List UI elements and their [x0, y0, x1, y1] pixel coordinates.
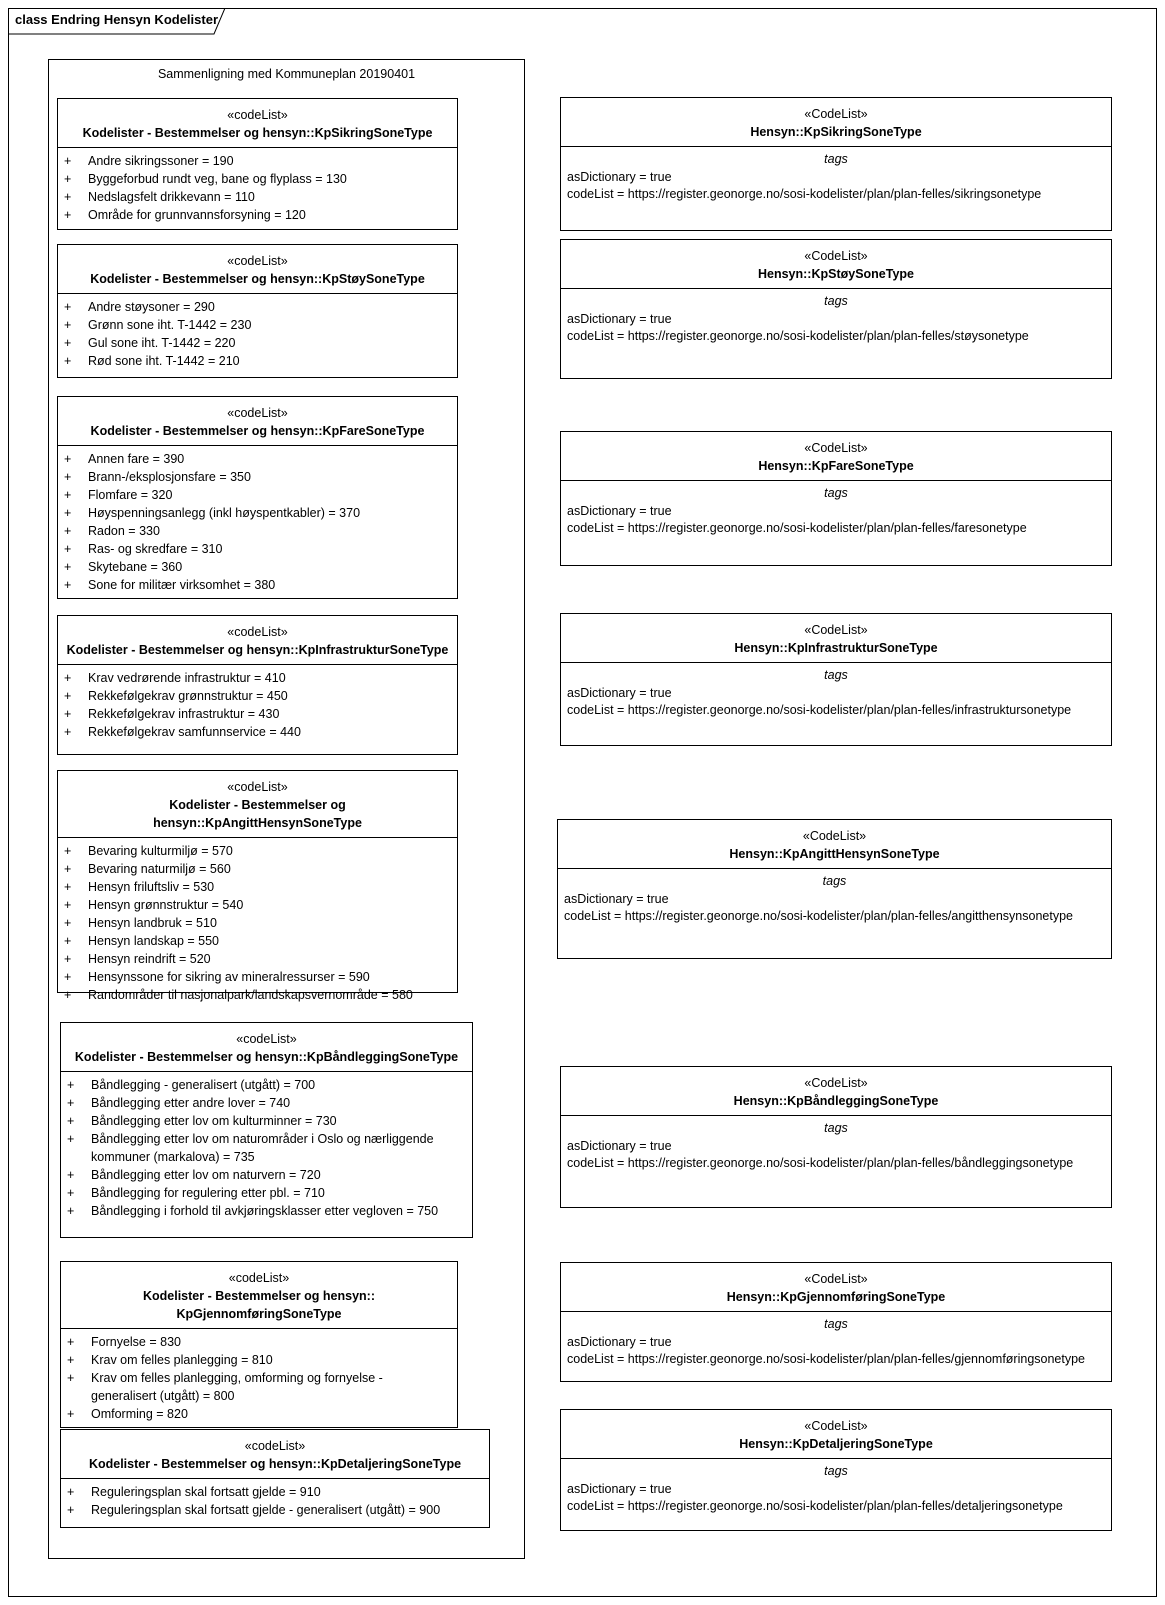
public-visibility-icon: + [64, 172, 72, 186]
attribute-row [67, 1112, 466, 1130]
attribute-text: Reguleringsplan skal fortsatt gjelde = 910 [91, 1485, 321, 1499]
class-header [61, 1262, 457, 1329]
class-header [561, 240, 1111, 289]
tag-value: asDictionary = true [567, 1138, 672, 1153]
public-visibility-icon: + [67, 1371, 75, 1385]
class-name: Hensyn::KpSikringSoneType [750, 125, 922, 139]
attribute-text: Bevaring naturmiljø = 560 [88, 862, 231, 876]
class-name: Hensyn::KpInfrastrukturSoneType [734, 641, 938, 655]
attribute-row [64, 316, 451, 334]
attribute-text: Sone for militær virksomhet = 380 [88, 578, 276, 592]
stereotype-label: «CodeList» [804, 249, 868, 263]
stereotype-label: «CodeList» [804, 107, 868, 121]
attribute-row [64, 206, 451, 224]
attribute-row [64, 896, 451, 914]
class-header [561, 1410, 1111, 1459]
attribute-list [58, 838, 457, 1008]
public-visibility-icon: + [67, 1186, 75, 1200]
attribute-row [67, 1501, 483, 1519]
attribute-text: Rød sone iht. T-1442 = 210 [88, 354, 240, 368]
public-visibility-icon: + [67, 1096, 75, 1110]
attribute-text: Hensyn friluftsliv = 530 [88, 880, 215, 894]
codelist-box-kp-angitt-hensyn[interactable] [57, 770, 458, 1002]
attribute-row [67, 1333, 451, 1351]
tag-value: asDictionary = true [567, 311, 672, 326]
codelist-box-kp-stoy[interactable] [57, 244, 458, 378]
class-name: Hensyn::KpAngittHensynSoneType [729, 847, 940, 861]
attribute-text: Hensyn landskap = 550 [88, 934, 219, 948]
attribute-text: Båndlegging etter lov om kulturminner = 730 [91, 1114, 337, 1128]
attribute-text: Hensyn reindrift = 520 [88, 952, 211, 966]
codelist-box-kp-infrastruktur[interactable] [57, 615, 458, 755]
attribute-row [67, 1094, 466, 1112]
tag-value: asDictionary = true [567, 1334, 672, 1349]
public-visibility-icon: + [64, 524, 72, 538]
attribute-text: Brann-/eksplosjonsfare = 350 [88, 470, 251, 484]
stereotype-label: «CodeList» [804, 1419, 868, 1433]
class-header [558, 820, 1111, 869]
attribute-text: Annen fare = 390 [88, 452, 185, 466]
tags-heading: tags [824, 486, 848, 500]
public-visibility-icon: + [64, 154, 72, 168]
tag-value: codeList = https://register.geonorge.no/sosi-kodelister/plan/plan-felles/faresonetype [567, 521, 1027, 535]
class-name: Kodelister - Bestemmelser og hensyn::KpFareSoneType [90, 424, 425, 438]
class-header [58, 771, 457, 838]
tags-heading: tags [824, 668, 848, 682]
attribute-row [64, 932, 451, 950]
tag-value: codeList = https://register.geonorge.no/sosi-kodelister/plan/plan-felles/detaljeringsonetype [567, 1499, 1063, 1513]
attribute-row [64, 842, 451, 860]
attribute-text: Andre støysoner = 290 [88, 300, 215, 314]
attribute-row [64, 860, 451, 878]
tag-value: codeList = https://register.geonorge.no/sosi-kodelister/plan/plan-felles/angitthensynsonetype [564, 909, 1073, 923]
attribute-row [64, 878, 451, 896]
tag-list [561, 481, 1111, 542]
public-visibility-icon: + [64, 336, 72, 350]
tags-heading: tags [824, 1317, 848, 1331]
attribute-text: Krav om felles planlegging, omforming og fornyelse - generalisert (utgått) = 800 [91, 1371, 383, 1403]
attribute-text: Reguleringsplan skal fortsatt gjelde - generalisert (utgått) = 900 [91, 1503, 441, 1517]
attribute-text: Krav om felles planlegging = 810 [91, 1353, 273, 1367]
tag-value: codeList = https://register.geonorge.no/sosi-kodelister/plan/plan-felles/sikringsonetype [567, 187, 1042, 201]
public-visibility-icon: + [64, 970, 72, 984]
public-visibility-icon: + [67, 1335, 75, 1349]
attribute-row [64, 723, 451, 741]
attribute-text: Båndlegging for regulering etter pbl. = 710 [91, 1186, 325, 1200]
attribute-text: Bevaring kulturmiljø = 570 [88, 844, 233, 858]
class-header [561, 432, 1111, 481]
public-visibility-icon: + [64, 452, 72, 466]
attribute-row [64, 522, 451, 540]
attribute-row [64, 468, 451, 486]
tags-heading: tags [822, 874, 847, 888]
attribute-row [64, 334, 451, 352]
attribute-list [61, 1329, 457, 1427]
attribute-row [64, 298, 451, 316]
tag-value: codeList = https://register.geonorge.no/sosi-kodelister/plan/plan-felles/støysonetype [567, 329, 1029, 343]
public-visibility-icon: + [64, 354, 72, 368]
public-visibility-icon: + [64, 844, 72, 858]
attribute-text: Flomfare = 320 [88, 488, 173, 502]
class-header [58, 99, 457, 148]
attribute-row [64, 540, 451, 558]
public-visibility-icon: + [64, 862, 72, 876]
public-visibility-icon: + [64, 988, 72, 1002]
class-header [58, 616, 457, 665]
tag-value: asDictionary = true [567, 503, 672, 518]
class-name: Kodelister - Bestemmelser og hensyn::KpDetaljeringSoneType [88, 1457, 462, 1471]
attribute-row [67, 1184, 466, 1202]
attribute-text: Båndlegging etter andre lover = 740 [91, 1096, 291, 1110]
stereotype-label: «CodeList» [802, 829, 867, 843]
public-visibility-icon: + [64, 542, 72, 556]
tag-list [561, 1312, 1111, 1373]
attribute-text: Båndlegging etter lov om naturområder i Oslo og nærliggende kommuner (markalova) = 735 [91, 1132, 434, 1164]
class-name: Kodelister - Bestemmelser og hensyn::KpInfrastrukturSoneType [66, 643, 449, 657]
attribute-row [64, 705, 451, 723]
attribute-text: Hensyn grønnstruktur = 540 [88, 898, 244, 912]
attribute-row [67, 1351, 451, 1369]
public-visibility-icon: + [64, 898, 72, 912]
attribute-row [64, 450, 451, 468]
public-visibility-icon: + [64, 560, 72, 574]
attribute-text: Båndlegging etter lov om naturvern = 720 [91, 1168, 321, 1182]
public-visibility-icon: + [64, 300, 72, 314]
public-visibility-icon: + [67, 1485, 75, 1499]
diagram-title: class Endring Hensyn Kodelister [15, 12, 219, 27]
public-visibility-icon: + [67, 1168, 75, 1182]
class-name: Kodelister - Bestemmelser og hensyn::KpStøySoneType [90, 272, 425, 286]
class-header [561, 1263, 1111, 1312]
tags-heading: tags [824, 1121, 848, 1135]
attribute-text: Ras- og skredfare = 310 [88, 542, 223, 556]
public-visibility-icon: + [67, 1204, 75, 1218]
attribute-text: Fornyelse = 830 [91, 1335, 181, 1349]
attribute-list [61, 1072, 472, 1224]
attribute-row [67, 1369, 451, 1405]
public-visibility-icon: + [64, 208, 72, 222]
tag-list [558, 869, 1111, 930]
tags-heading: tags [824, 152, 848, 166]
tag-list [561, 663, 1111, 724]
tag-list [561, 1116, 1111, 1177]
attribute-row [64, 968, 451, 986]
codelist-box-kp-sikring[interactable] [57, 98, 458, 230]
class-header [561, 614, 1111, 663]
stereotype-label: «codeList» [227, 780, 288, 794]
tag-value: asDictionary = true [564, 891, 669, 906]
attribute-row [64, 986, 451, 1004]
stereotype-label: «codeList» [227, 625, 288, 639]
attribute-row [64, 352, 451, 370]
stereotype-label: «codeList» [236, 1032, 297, 1046]
attribute-row [67, 1130, 466, 1166]
attribute-row [64, 576, 451, 594]
attribute-text: Grønn sone iht. T-1442 = 230 [88, 318, 252, 332]
attribute-text: Båndlegging - generalisert (utgått) = 700 [91, 1078, 316, 1092]
attribute-text: Randområder til nasjonalpark/landskapsvernområde = 580 [88, 988, 413, 1002]
attribute-row [64, 950, 451, 968]
public-visibility-icon: + [64, 190, 72, 204]
public-visibility-icon: + [64, 671, 72, 685]
hensyn-box-kp-angitt-hensyn[interactable] [557, 819, 1112, 959]
attribute-row [67, 1076, 466, 1094]
class-name: Kodelister - Bestemmelser og hensyn::KpAngittHensynSoneType [153, 798, 362, 830]
package-title: Sammenligning med Kommuneplan 20190401 [157, 67, 416, 81]
class-header [561, 1067, 1111, 1116]
class-header [61, 1023, 472, 1072]
public-visibility-icon: + [64, 916, 72, 930]
attribute-text: Radon = 330 [88, 524, 160, 538]
attribute-text: Andre sikringssoner = 190 [88, 154, 234, 168]
class-name: Hensyn::KpDetaljeringSoneType [739, 1437, 933, 1451]
attribute-row [64, 504, 451, 522]
class-header [61, 1430, 489, 1479]
attribute-row [64, 669, 451, 687]
class-name: Hensyn::KpGjennomføringSoneType [726, 1290, 946, 1304]
attribute-text: Byggeforbud rundt veg, bane og flyplass = 130 [88, 172, 347, 186]
tag-value: asDictionary = true [567, 169, 672, 184]
attribute-list [58, 294, 457, 374]
public-visibility-icon: + [64, 880, 72, 894]
class-name: Kodelister - Bestemmelser og hensyn::KpSikringSoneType [82, 126, 433, 140]
attribute-text: Krav vedrørende infrastruktur = 410 [88, 671, 286, 685]
attribute-text: Rekkefølgekrav infrastruktur = 430 [88, 707, 280, 721]
attribute-row [67, 1483, 483, 1501]
attribute-row [67, 1405, 451, 1423]
stereotype-label: «codeList» [227, 254, 288, 268]
attribute-text: Nedslagsfelt drikkevann = 110 [88, 190, 255, 204]
attribute-row [64, 170, 451, 188]
class-name: Hensyn::KpFareSoneType [758, 459, 914, 473]
attribute-text: Høyspenningsanlegg (inkl høyspentkabler) = 370 [88, 506, 361, 520]
public-visibility-icon: + [64, 934, 72, 948]
attribute-text: Hensyn landbruk = 510 [88, 916, 217, 930]
stereotype-label: «CodeList» [804, 623, 868, 637]
hensyn-box-kp-detaljering[interactable] [560, 1409, 1112, 1531]
public-visibility-icon: + [64, 470, 72, 484]
stereotype-label: «codeList» [227, 108, 288, 122]
public-visibility-icon: + [67, 1114, 75, 1128]
class-header [58, 397, 457, 446]
public-visibility-icon: + [67, 1503, 75, 1517]
stereotype-label: «codeList» [228, 1271, 290, 1285]
class-name: Hensyn::KpBåndleggingSoneType [733, 1094, 939, 1108]
public-visibility-icon: + [64, 318, 72, 332]
attribute-text: Område for grunnvannsforsyning = 120 [88, 208, 306, 222]
hensyn-box-kp-gjennomforing[interactable] [560, 1262, 1112, 1382]
tag-value: asDictionary = true [567, 685, 672, 700]
class-name: Hensyn::KpStøySoneType [757, 267, 915, 281]
attribute-row [67, 1202, 466, 1220]
public-visibility-icon: + [64, 707, 72, 721]
codelist-box-kp-bandlegging[interactable] [60, 1022, 473, 1238]
hensyn-box-kp-infrastruktur[interactable] [560, 613, 1112, 746]
class-header [58, 245, 457, 294]
attribute-text: Hensynssone for sikring av mineralressurser = 590 [88, 970, 370, 984]
stereotype-label: «CodeList» [804, 441, 868, 455]
codelist-box-kp-gjennomforing[interactable] [60, 1261, 458, 1428]
attribute-list [58, 148, 457, 228]
public-visibility-icon: + [64, 725, 72, 739]
public-visibility-icon: + [64, 506, 72, 520]
tag-list [561, 289, 1111, 350]
tag-value: codeList = https://register.geonorge.no/sosi-kodelister/plan/plan-felles/båndleggingsonetype [567, 1156, 1074, 1170]
public-visibility-icon: + [64, 578, 72, 592]
class-name: KpGjennomføringSoneType [176, 1307, 342, 1321]
attribute-list [58, 446, 457, 598]
attribute-row [64, 914, 451, 932]
tag-value: codeList = https://register.geonorge.no/sosi-kodelister/plan/plan-felles/gjennomføringsonetype [567, 1352, 1086, 1366]
attribute-row [64, 687, 451, 705]
tags-heading: tags [824, 1464, 848, 1478]
attribute-text: Skytebane = 360 [88, 560, 183, 574]
stereotype-label: «CodeList» [804, 1272, 868, 1286]
attribute-text: Omforming = 820 [91, 1407, 188, 1421]
attribute-list [58, 665, 457, 745]
public-visibility-icon: + [67, 1353, 75, 1367]
attribute-list [61, 1479, 489, 1523]
codelist-box-kp-detaljering[interactable] [60, 1429, 490, 1528]
public-visibility-icon: + [64, 488, 72, 502]
hensyn-box-kp-fare[interactable] [560, 431, 1112, 566]
attribute-row [64, 188, 451, 206]
tag-value: asDictionary = true [567, 1481, 672, 1496]
attribute-text: Rekkefølgekrav grønnstruktur = 450 [88, 689, 288, 703]
attribute-text: Rekkefølgekrav samfunnservice = 440 [88, 725, 301, 739]
hensyn-box-kp-bandlegging[interactable] [560, 1066, 1112, 1208]
hensyn-box-kp-stoy[interactable] [560, 239, 1112, 379]
attribute-row [64, 486, 451, 504]
class-header [561, 98, 1111, 147]
stereotype-label: «codeList» [244, 1439, 306, 1453]
class-name: Kodelister - Bestemmelser og hensyn::KpBåndleggingSoneType [74, 1050, 459, 1064]
attribute-text: Båndlegging i forhold til avkjøringsklasser etter vegloven = 750 [91, 1204, 439, 1218]
tags-heading: tags [824, 294, 848, 308]
hensyn-box-kp-sikring[interactable] [560, 97, 1112, 231]
stereotype-label: «CodeList» [804, 1076, 868, 1090]
stereotype-label: «codeList» [227, 406, 288, 420]
attribute-text: Gul sone iht. T-1442 = 220 [88, 336, 236, 350]
attribute-row [67, 1166, 466, 1184]
public-visibility-icon: + [67, 1407, 75, 1421]
public-visibility-icon: + [64, 952, 72, 966]
tag-list [561, 147, 1111, 208]
codelist-box-kp-fare[interactable] [57, 396, 458, 599]
public-visibility-icon: + [67, 1078, 75, 1092]
public-visibility-icon: + [64, 689, 72, 703]
class-name: Kodelister - Bestemmelser og hensyn:: [142, 1289, 375, 1303]
attribute-row [64, 558, 451, 576]
tag-value: codeList = https://register.geonorge.no/sosi-kodelister/plan/plan-felles/infrastruktursonetype [567, 703, 1072, 717]
attribute-row [64, 152, 451, 170]
tag-list [561, 1459, 1111, 1520]
public-visibility-icon: + [67, 1132, 75, 1146]
